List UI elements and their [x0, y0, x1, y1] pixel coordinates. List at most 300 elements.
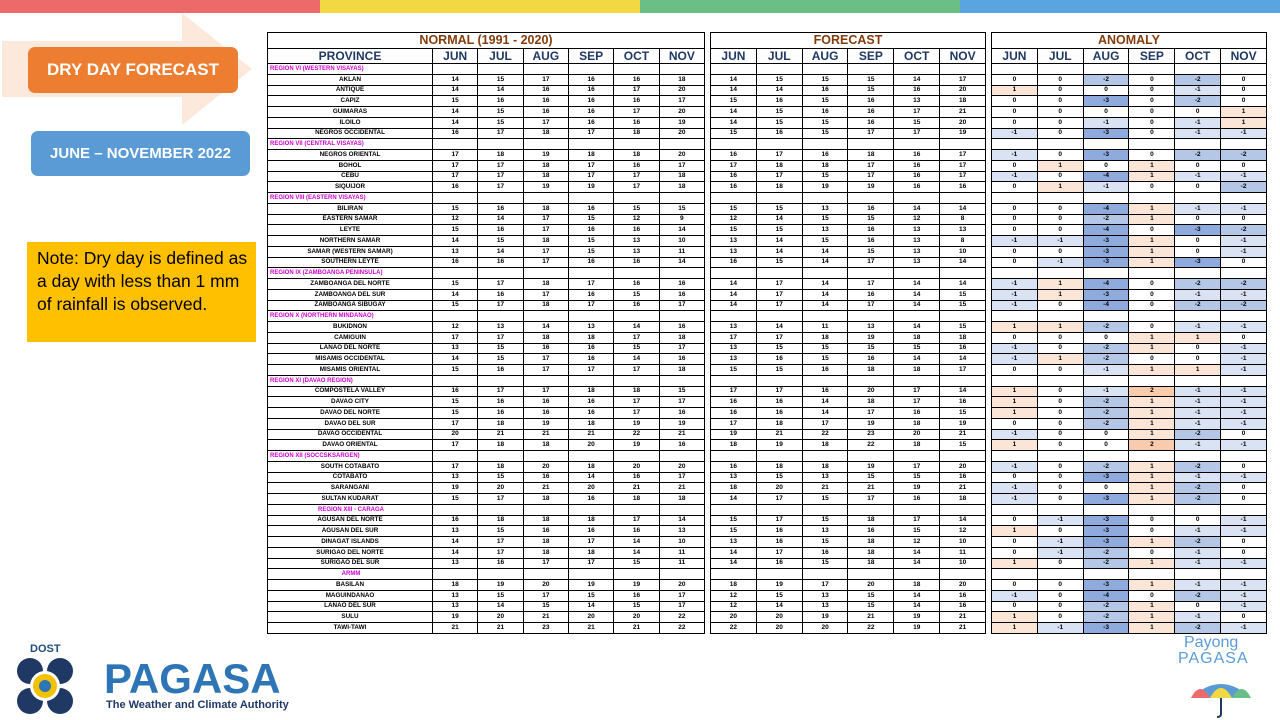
empty-cell [940, 375, 986, 386]
empty-cell [1175, 268, 1221, 279]
forecast-value: 17 [894, 461, 940, 472]
normal-value: 13 [568, 322, 613, 333]
forecast-value: 14 [894, 300, 940, 311]
anomaly-value: 1 [1129, 397, 1175, 408]
normal-value: 16 [614, 74, 659, 85]
table-row [992, 612, 1267, 623]
anomaly-value: 0 [1037, 225, 1083, 236]
normal-value: 15 [478, 117, 523, 128]
forecast-value: 15 [802, 74, 848, 85]
normal-value: 18 [659, 182, 704, 193]
anomaly-value: 1 [1037, 160, 1083, 171]
empty-cell [802, 311, 848, 322]
anomaly-value: 0 [1221, 483, 1267, 494]
anomaly-value: -1 [1037, 257, 1083, 268]
anomaly-value: -2 [1175, 74, 1221, 85]
forecast-value: 20 [940, 117, 986, 128]
anomaly-value: 0 [1037, 558, 1083, 569]
anomaly-value: 1 [1129, 472, 1175, 483]
empty-cell [478, 193, 523, 204]
forecast-value: 19 [848, 182, 894, 193]
normal-value: 14 [614, 547, 659, 558]
empty-cell [433, 193, 478, 204]
anomaly-value: -1 [1221, 343, 1267, 354]
anomaly-value: 0 [1221, 96, 1267, 107]
anomaly-value: 0 [1129, 354, 1175, 365]
table-row [711, 117, 986, 128]
table-row [992, 580, 1267, 591]
anomaly-value: 0 [992, 472, 1038, 483]
forecast-value: 19 [802, 612, 848, 623]
forecast-value: 15 [756, 257, 802, 268]
month-header: SEP [568, 49, 613, 64]
normal-value: 16 [523, 472, 568, 483]
normal-value: 18 [568, 515, 613, 526]
empty-cell [523, 139, 568, 150]
region-header: ARMM [268, 569, 433, 580]
empty-cell [756, 193, 802, 204]
anomaly-value: 1 [1129, 537, 1175, 548]
table-row [992, 472, 1267, 483]
empty-cell [614, 311, 659, 322]
table-row [711, 150, 986, 161]
forecast-value: 14 [802, 397, 848, 408]
anomaly-value: 0 [1129, 279, 1175, 290]
anomaly-value: -3 [1083, 623, 1129, 634]
normal-value: 15 [478, 354, 523, 365]
anomaly-value: -1 [1221, 623, 1267, 634]
empty-cell [614, 64, 659, 75]
forecast-value: 18 [894, 332, 940, 343]
table-row [992, 504, 1267, 515]
forecast-value: 18 [802, 461, 848, 472]
normal-value: 15 [568, 236, 613, 247]
anomaly-value: -2 [1221, 225, 1267, 236]
empty-cell [1083, 311, 1129, 322]
anomaly-value: 1 [1037, 322, 1083, 333]
table-row [711, 300, 986, 311]
forecast-value: 14 [894, 547, 940, 558]
normal-value: 14 [614, 537, 659, 548]
forecast-value: 13 [711, 246, 757, 257]
table-row [711, 526, 986, 537]
table-row [268, 139, 705, 150]
forecast-value: 17 [756, 547, 802, 558]
empty-cell [659, 64, 704, 75]
normal-value: 19 [433, 612, 478, 623]
forecast-value: 15 [894, 472, 940, 483]
normal-value: 20 [523, 461, 568, 472]
normal-value: 17 [478, 171, 523, 182]
anomaly-value: -1 [1175, 526, 1221, 537]
anomaly-value: -3 [1083, 257, 1129, 268]
forecast-value: 16 [711, 461, 757, 472]
month-header: NOV [1221, 49, 1267, 64]
forecast-value: 19 [940, 128, 986, 139]
normal-value: 17 [433, 171, 478, 182]
normal-value: 22 [659, 623, 704, 634]
forecast-value: 15 [940, 289, 986, 300]
normal-value: 18 [659, 332, 704, 343]
forecast-value: 17 [848, 494, 894, 505]
anomaly-value: -3 [1083, 128, 1129, 139]
normal-value: 11 [659, 558, 704, 569]
table-row [711, 580, 986, 591]
forecast-value: 19 [848, 461, 894, 472]
empty-cell [802, 375, 848, 386]
table-row [992, 526, 1267, 537]
forecast-value: 14 [802, 408, 848, 419]
province-name: COMPOSTELA VALLEY [268, 386, 433, 397]
anomaly-value: -4 [1083, 203, 1129, 214]
empty-cell [802, 451, 848, 462]
anomaly-value: 1 [1129, 558, 1175, 569]
table-row [711, 451, 986, 462]
anomaly-value: 0 [1037, 601, 1083, 612]
forecast-value: 21 [940, 623, 986, 634]
anomaly-value: -3 [1083, 246, 1129, 257]
forecast-value: 17 [894, 515, 940, 526]
anomaly-value: 0 [1037, 461, 1083, 472]
anomaly-value: -1 [992, 354, 1038, 365]
empty-cell [848, 569, 894, 580]
anomaly-value: -1 [992, 128, 1038, 139]
normal-value: 17 [523, 354, 568, 365]
normal-value: 20 [659, 85, 704, 96]
province-name: BUKIDNON [268, 322, 433, 333]
province-name: SULTAN KUDARAT [268, 494, 433, 505]
forecast-value: 16 [894, 150, 940, 161]
empty-cell [756, 311, 802, 322]
forecast-value: 21 [940, 612, 986, 623]
forecast-value: 13 [802, 203, 848, 214]
normal-value: 16 [433, 386, 478, 397]
table-row [711, 537, 986, 548]
forecast-value: 14 [711, 300, 757, 311]
table-row [711, 558, 986, 569]
anomaly-value: 0 [1175, 515, 1221, 526]
empty-cell [568, 451, 613, 462]
empty-cell [523, 504, 568, 515]
normal-value: 16 [433, 515, 478, 526]
anomaly-value: -4 [1083, 279, 1129, 290]
anomaly-value: 0 [1037, 300, 1083, 311]
forecast-value: 16 [711, 182, 757, 193]
forecast-value: 17 [711, 386, 757, 397]
forecast-value: 16 [848, 526, 894, 537]
forecast-value: 17 [848, 257, 894, 268]
province-name: EASTERN SAMAR [268, 214, 433, 225]
forecast-value: 16 [848, 107, 894, 118]
forecast-value: 18 [848, 365, 894, 376]
empty-cell [478, 139, 523, 150]
province-name: CEBU [268, 171, 433, 182]
table-row [711, 354, 986, 365]
forecast-value: 15 [711, 225, 757, 236]
anomaly-value: 0 [1129, 225, 1175, 236]
anomaly-value: -1 [1175, 418, 1221, 429]
forecast-value: 19 [894, 612, 940, 623]
anomaly-value: 1 [992, 322, 1038, 333]
forecast-value: 15 [756, 343, 802, 354]
empty-cell [894, 64, 940, 75]
empty-cell [478, 311, 523, 322]
month-header: SEP [848, 49, 894, 64]
forecast-value: 16 [940, 472, 986, 483]
forecast-value: 14 [711, 85, 757, 96]
anomaly-value: 1 [992, 612, 1038, 623]
forecast-value: 16 [940, 590, 986, 601]
forecast-value: 17 [756, 386, 802, 397]
table-row [992, 107, 1267, 118]
forecast-title: FORECAST [711, 33, 986, 49]
normal-value: 20 [478, 612, 523, 623]
normal-value: 14 [433, 354, 478, 365]
empty-cell [848, 504, 894, 515]
forecast-value: 18 [711, 483, 757, 494]
empty-cell [711, 193, 757, 204]
region-header: REGION XIII - CARAGA [268, 504, 433, 515]
table-row [268, 300, 705, 311]
table-row [268, 171, 705, 182]
anomaly-value: 0 [1037, 418, 1083, 429]
table-row [268, 117, 705, 128]
normal-value: 17 [568, 537, 613, 548]
normal-value: 17 [659, 343, 704, 354]
empty-cell [1083, 375, 1129, 386]
normal-value: 13 [614, 246, 659, 257]
anomaly-value: 0 [992, 418, 1038, 429]
anomaly-value: 0 [1037, 150, 1083, 161]
empty-cell [848, 311, 894, 322]
anomaly-value: 0 [1221, 74, 1267, 85]
anomaly-value: -1 [1175, 322, 1221, 333]
empty-cell [659, 375, 704, 386]
forecast-value: 15 [894, 526, 940, 537]
anomaly-value: 0 [1175, 107, 1221, 118]
normal-value: 18 [433, 580, 478, 591]
normal-value: 17 [433, 440, 478, 451]
normal-value: 15 [478, 74, 523, 85]
empty-cell [894, 375, 940, 386]
empty-cell [894, 268, 940, 279]
anomaly-value: -1 [992, 300, 1038, 311]
forecast-value: 16 [756, 354, 802, 365]
forecast-value: 14 [756, 85, 802, 96]
anomaly-value: -3 [1083, 289, 1129, 300]
anomaly-value: -1 [1175, 128, 1221, 139]
normal-value: 9 [659, 214, 704, 225]
normal-value: 16 [523, 408, 568, 419]
normal-value: 16 [614, 526, 659, 537]
province-name: ZAMBOANGA DEL SUR [268, 289, 433, 300]
forecast-value: 15 [756, 74, 802, 85]
empty-cell [614, 451, 659, 462]
anomaly-value: -3 [1083, 515, 1129, 526]
normal-value: 19 [568, 580, 613, 591]
forecast-value: 15 [848, 246, 894, 257]
region-header: REGION VII (CENTRAL VISAYAS) [268, 139, 433, 150]
empty-cell [1129, 375, 1175, 386]
table-row [992, 311, 1267, 322]
forecast-value: 14 [756, 246, 802, 257]
empty-cell [523, 64, 568, 75]
anomaly-value: 1 [1129, 246, 1175, 257]
normal-value: 14 [433, 537, 478, 548]
anomaly-value: 1 [1129, 418, 1175, 429]
normal-value: 17 [523, 289, 568, 300]
table-row [711, 225, 986, 236]
table-row [711, 236, 986, 247]
forecast-value: 13 [848, 322, 894, 333]
empty-cell [711, 64, 757, 75]
region-header: REGION IX (ZAMBOANGA PENINSULA) [268, 268, 433, 279]
table-row [992, 343, 1267, 354]
forecast-value: 15 [802, 236, 848, 247]
forecast-value: 18 [756, 160, 802, 171]
anomaly-value: -1 [1175, 85, 1221, 96]
forecast-value: 17 [756, 515, 802, 526]
province-name: MISAMIS OCCIDENTAL [268, 354, 433, 365]
table-row [992, 182, 1267, 193]
normal-value: 20 [659, 461, 704, 472]
normal-value: 16 [478, 289, 523, 300]
forecast-value: 15 [848, 590, 894, 601]
table-row [268, 203, 705, 214]
empty-cell [992, 375, 1038, 386]
forecast-value: 14 [940, 515, 986, 526]
forecast-value: 14 [711, 74, 757, 85]
forecast-value: 14 [802, 257, 848, 268]
table-row [268, 472, 705, 483]
anomaly-value: 1 [992, 408, 1038, 419]
forecast-value: 17 [848, 279, 894, 290]
normal-value: 20 [568, 612, 613, 623]
anomaly-value: -4 [1083, 225, 1129, 236]
forecast-value: 16 [802, 85, 848, 96]
forecast-value: 16 [848, 96, 894, 107]
forecast-value: 14 [711, 289, 757, 300]
forecast-value: 16 [802, 150, 848, 161]
table-row [711, 504, 986, 515]
forecast-value: 17 [940, 160, 986, 171]
anomaly-value: -3 [1083, 150, 1129, 161]
anomaly-value: 0 [1129, 289, 1175, 300]
normal-value: 16 [433, 128, 478, 139]
normal-value: 20 [614, 612, 659, 623]
empty-cell [992, 64, 1038, 75]
pagasa-wordmark: PAGASA [104, 655, 281, 702]
normal-value: 15 [433, 279, 478, 290]
normal-value: 16 [614, 300, 659, 311]
anomaly-value: 1 [1129, 483, 1175, 494]
anomaly-value: 0 [992, 537, 1038, 548]
empty-cell [848, 451, 894, 462]
anomaly-value: -3 [1083, 580, 1129, 591]
forecast-value: 14 [894, 74, 940, 85]
forecast-value: 13 [802, 601, 848, 612]
normal-value: 16 [523, 397, 568, 408]
empty-cell [1037, 268, 1083, 279]
forecast-value: 14 [756, 322, 802, 333]
province-header: PROVINCE [268, 49, 433, 64]
table-row [992, 279, 1267, 290]
table-row [711, 429, 986, 440]
anomaly-value: 0 [1175, 160, 1221, 171]
forecast-value: 15 [711, 365, 757, 376]
region-header: REGION XII (SOCCSKSARGEN) [268, 451, 433, 462]
anomaly-value: 1 [1129, 171, 1175, 182]
forecast-value: 21 [940, 429, 986, 440]
empty-cell [568, 569, 613, 580]
forecast-value: 17 [894, 107, 940, 118]
forecast-value: 13 [711, 472, 757, 483]
normal-value: 21 [478, 429, 523, 440]
empty-cell [711, 139, 757, 150]
anomaly-value: -1 [1221, 590, 1267, 601]
anomaly-value: -2 [1175, 590, 1221, 601]
period-badge: JUNE – NOVEMBER 2022 [31, 131, 250, 176]
normal-value: 13 [433, 601, 478, 612]
normal-value: 18 [523, 332, 568, 343]
forecast-value: 19 [711, 429, 757, 440]
empty-cell [940, 139, 986, 150]
empty-cell [894, 451, 940, 462]
forecast-value: 10 [940, 246, 986, 257]
anomaly-value: -2 [1083, 397, 1129, 408]
normal-value: 21 [523, 483, 568, 494]
province-name: NORTHERN SAMAR [268, 236, 433, 247]
forecast-value: 15 [940, 322, 986, 333]
normal-value: 21 [433, 623, 478, 634]
anomaly-value: 0 [1037, 526, 1083, 537]
normal-value: 17 [478, 494, 523, 505]
normal-value: 16 [614, 117, 659, 128]
anomaly-value: -2 [1221, 182, 1267, 193]
table-row [992, 193, 1267, 204]
forecast-value: 15 [711, 515, 757, 526]
empty-cell [1037, 64, 1083, 75]
forecast-value: 15 [802, 117, 848, 128]
province-name: AGUSAN DEL SUR [268, 526, 433, 537]
province-name: DAVAO DEL NORTE [268, 408, 433, 419]
forecast-value: 18 [848, 558, 894, 569]
normal-value: 18 [568, 332, 613, 343]
normal-value: 17 [433, 332, 478, 343]
anomaly-value: 0 [992, 257, 1038, 268]
table-row [268, 311, 705, 322]
empty-cell [711, 375, 757, 386]
forecast-value: 18 [848, 150, 894, 161]
province-name: BILIRAN [268, 203, 433, 214]
normal-value: 17 [433, 461, 478, 472]
forecast-value: 16 [894, 182, 940, 193]
anomaly-value: -3 [1175, 225, 1221, 236]
forecast-value: 14 [940, 354, 986, 365]
empty-cell [478, 268, 523, 279]
anomaly-value: -2 [1083, 214, 1129, 225]
empty-cell [1083, 569, 1129, 580]
province-name: SOUTHERN LEYTE [268, 257, 433, 268]
normal-value: 14 [433, 117, 478, 128]
normal-value: 15 [433, 300, 478, 311]
table-row [268, 558, 705, 569]
anomaly-value: 0 [992, 580, 1038, 591]
normal-value: 13 [433, 526, 478, 537]
anomaly-value: 0 [1175, 246, 1221, 257]
forecast-value: 14 [711, 547, 757, 558]
empty-cell [568, 504, 613, 515]
